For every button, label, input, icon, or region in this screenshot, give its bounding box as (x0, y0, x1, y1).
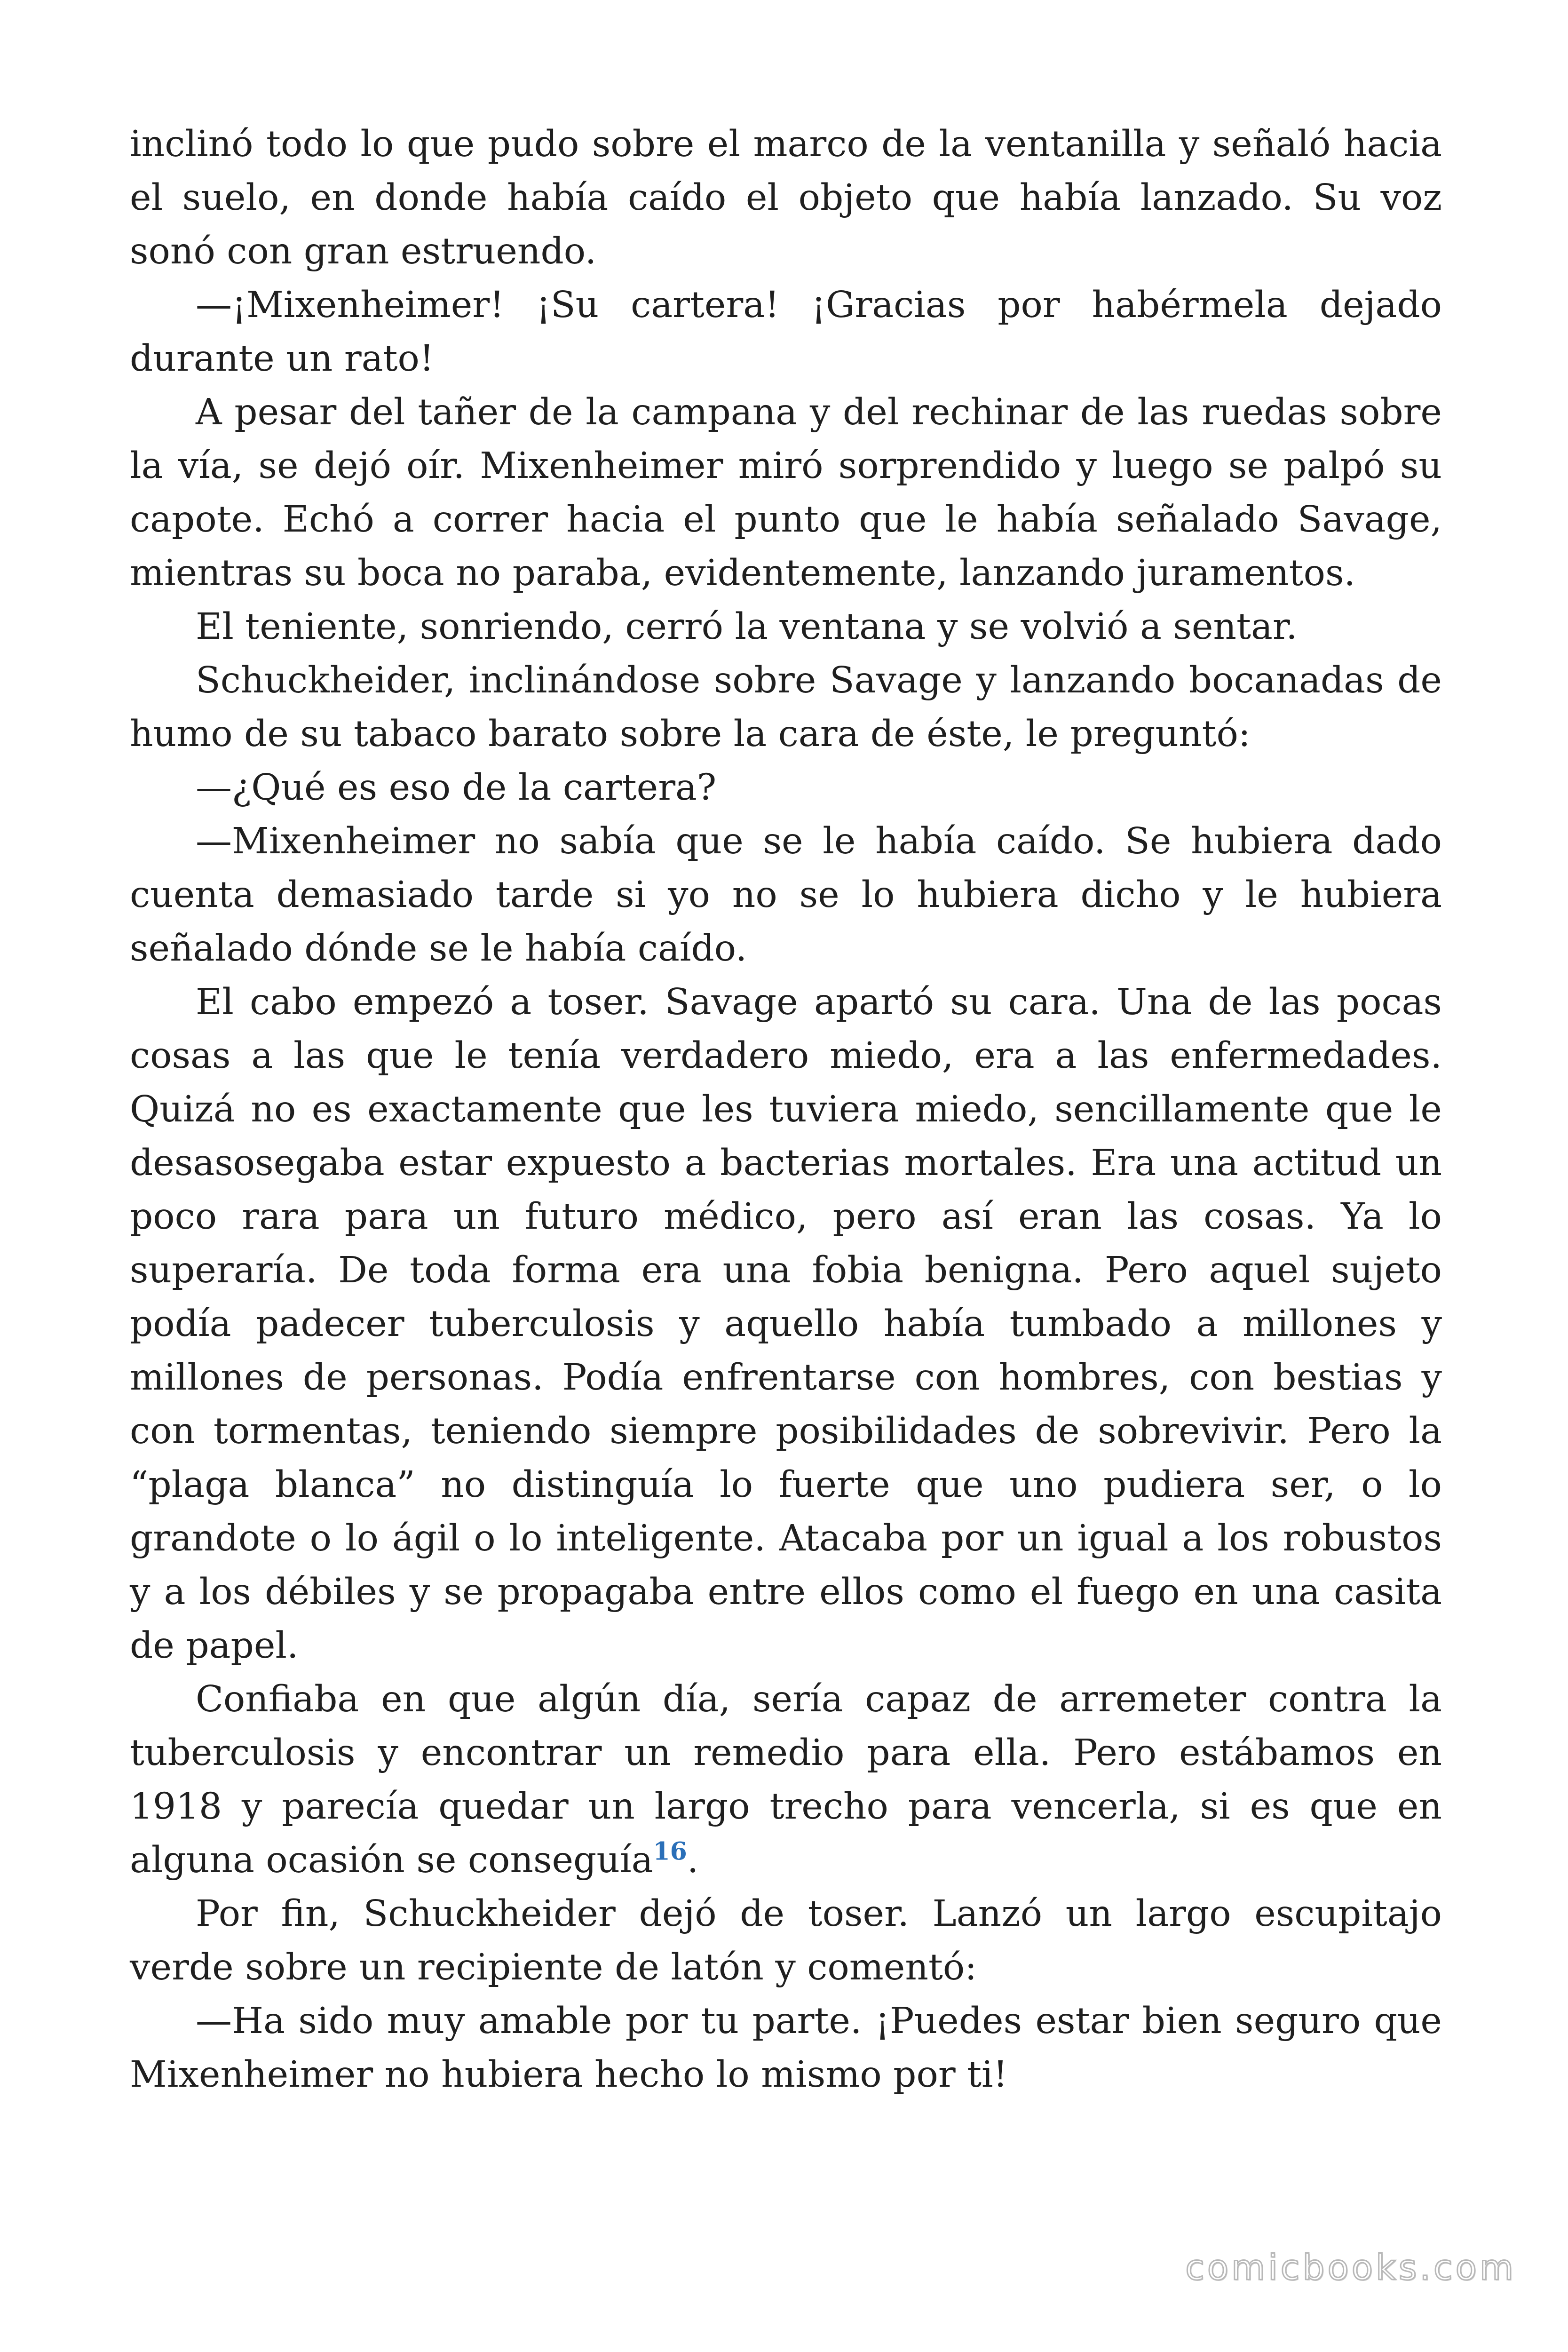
paragraph: —¿Qué es eso de la cartera? (196, 767, 717, 809)
paragraph: Schuckheider, inclinándose sobre Savage y lanzando bocanadas de humo de su tabaco barato sobre la cara de éste, le preguntó: (130, 660, 1442, 755)
paragraph: —¡Mixenheimer! ¡Su cartera! ¡Gracias por habérmela dejado durante un rato! (130, 284, 1442, 380)
paragraph: —Mixenheimer no sabía que se le había caído. Se hubiera dado cuenta demasiado tarde si yo no se lo hubiera dicho y le hubiera señalado dónde se le había caído. (130, 820, 1442, 969)
paragraph: El cabo empezó a toser. Savage apartó su cara. Una de las pocas cosas a las que le tenía verdadero miedo, era a las enfermedades. Quizá no es exactamente que les tuviera miedo, sencillamente que le desasosegaba estar expuesto a bacterias mortales. Era una actitud un poco rara para un futuro médico, pero así eran las cosas. Ya lo superaría. De toda forma era una fobia benigna. Pero aquel sujeto podía padecer tuberculosis y aquello había tumbado a millones y millones de personas. Podía enfrentarse con hombres, con bestias y con tormentas, teniendo siempre posibilidades de sobrevivir. Pero la “plaga blanca” no distinguía lo fuerte que uno pudiera ser, o lo grandote o lo ágil o lo inteligente. Atacaba por un igual a los robustos y a los débiles y se propagaba entre ellos como el fuego en una casita de papel. (130, 981, 1442, 1667)
paragraph: inclinó todo lo que pudo sobre el marco de la ventanilla y señaló hacia el suelo, en donde había caído el objeto que había lanzado. Su voz sonó con gran estruendo. (130, 123, 1442, 272)
watermark: comicbooks.com (1185, 2248, 1516, 2288)
book-page (130, 118, 1442, 2102)
paragraph-text: Confiaba en que algún día, sería capaz de arremeter contra la tuberculosis y encontrar un remedio para ella. Pero estábamos en 1918 y parecía quedar un largo trecho para vencerla, si es que en alguna ocasión se conseguía (130, 1678, 1442, 1881)
paragraph: Por fin, Schuckheider dejó de toser. Lanzó un largo escupitajo verde sobre un recipiente de latón y comentó: (130, 1893, 1442, 1988)
footnote-link[interactable]: 16 (653, 1837, 687, 1866)
paragraph: —Ha sido muy amable por tu parte. ¡Puedes estar bien seguro que Mixenheimer no hubiera hecho lo mismo por ti! (130, 2000, 1442, 2096)
paragraph-text-end: . (687, 1839, 699, 1881)
paragraph-with-footnote (130, 1673, 1442, 1887)
paragraph: El teniente, sonriendo, cerró la ventana y se volvió a sentar. (196, 606, 1298, 648)
paragraph: A pesar del tañer de la campana y del rechinar de las ruedas sobre la vía, se dejó oír. Mixenheimer miró sorprendido y luego se palpó su capote. Echó a correr hacia el punto que le había señalado Savage, mientras su boca no paraba, evidentemente, lanzando juramentos. (130, 391, 1442, 594)
